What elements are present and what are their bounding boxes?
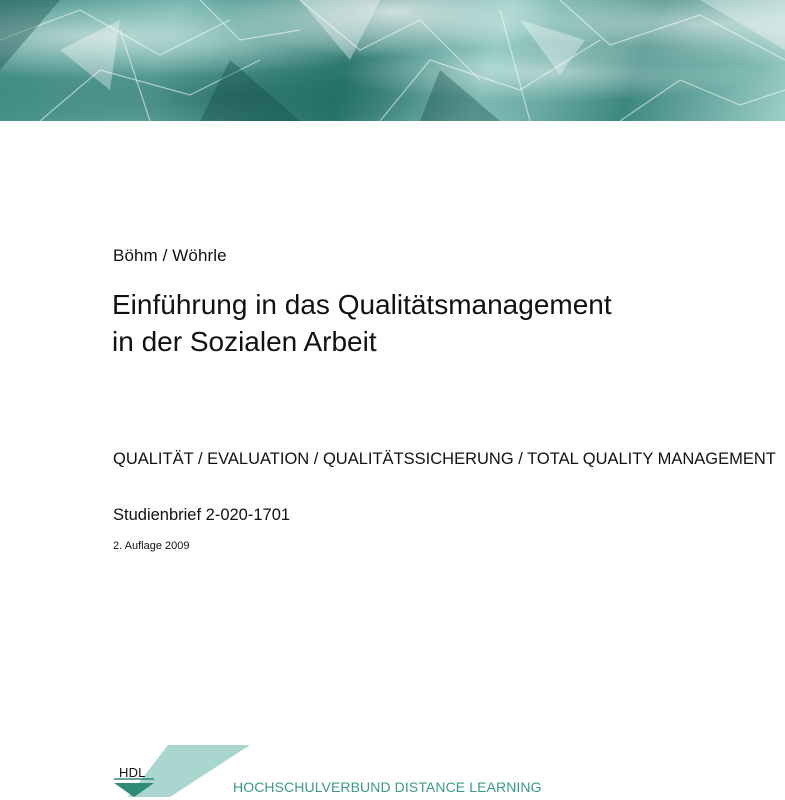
crystal-texture-graphic (0, 0, 785, 121)
edition-info: 2. Auflage 2009 (113, 540, 190, 552)
document-title (112, 286, 752, 360)
title-line-2: in der Sozialen Arbeit (112, 326, 377, 357)
keywords-line: QUALITÄT / EVALUATION / QUALITÄTSSICHERUNG / TOTAL QUALITY MANAGEMENT (113, 450, 776, 468)
cover-banner-image (0, 0, 785, 121)
authors: Böhm / Wöhrle (113, 246, 227, 265)
title-line-1: Einführung in das Qualitätsmanagement (112, 289, 612, 320)
studienbrief-number: Studienbrief 2-020-1701 (113, 506, 291, 524)
hdl-logo-text: HDL (119, 765, 146, 780)
organization-name: HOCHSCHULVERBUND DISTANCE LEARNING (233, 779, 542, 795)
